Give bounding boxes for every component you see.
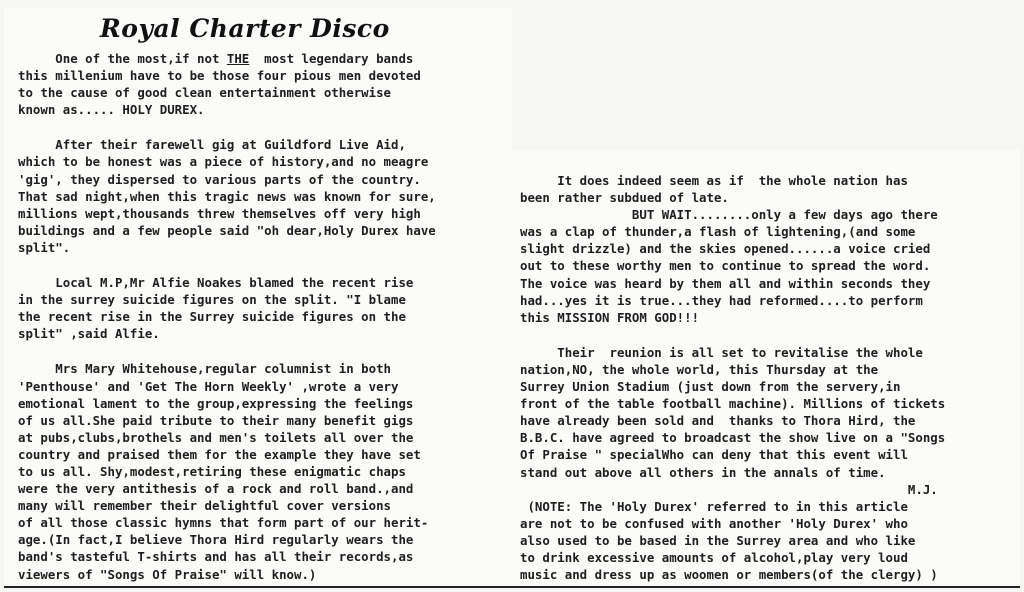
text-line: split". [18,239,71,255]
paragraph-whitehouse [18,360,512,582]
left-column [18,50,512,592]
paragraph-farewell [18,136,512,256]
text-line: country and praised them for the example they have set [18,446,421,462]
text-line: That sad night,when this tragic news was known for sure, [18,188,436,204]
text-line: in the surrey suicide figures on the split. "I blame [18,292,406,308]
text-line: The voice was heard by them all and within seconds they [520,275,931,291]
note-line: (NOTE: The 'Holy Durex' referred to in this article [520,498,908,514]
text-line: this millenium have to be those four pious men devoted [18,68,421,84]
text-line: Their reunion is all set to revitalise the whole [520,344,923,360]
paragraph-but-wait [520,172,1014,326]
text-line: out to these worthy men to continue to spread the word. [520,258,931,274]
text-line: the recent rise in the Surrey suicide figures on the [18,309,406,325]
text-line: viewers of "Songs Of Praise" will know.) [18,566,317,582]
text-line: front of the table football machine). Millions of tickets [520,396,946,412]
bottom-rule [4,586,1020,588]
text-line: Local M.P,Mr Alfie Noakes blamed the recent rise [18,275,414,291]
note-line: to drink excessive amounts of alcohol,play very loud [520,549,908,565]
text-line: to us all. Shy,modest,retiring these enigmatic chaps [18,463,406,479]
text-line: of us all.She paid tribute to their many benefit gigs [18,412,414,428]
text-line: known as..... HOLY DUREX. [18,102,205,118]
text-line: After their farewell gig at Guildford Live Aid, [18,137,406,153]
text-line: was a clap of thunder,a flash of lightening,(and some [520,224,916,240]
text-line: at pubs,clubs,brothels and men's toilets all over the [18,429,414,445]
text-line: Mrs Mary Whitehouse,regular columnist in both [18,361,391,377]
paragraph-mp-quote [18,274,512,342]
underlined-text: THE [226,51,250,66]
text-line: It does indeed seem as if the whole nation has [520,173,908,188]
text-line: BUT WAIT........only a few days ago there [520,207,938,223]
text-line: which to be honest was a piece of history,and no meagre [18,154,429,170]
right-column [520,172,1014,592]
text-line: had...yes it is true...they had reformed....to perform [520,292,923,308]
text-line: slight drizzle) and the skies opened......a voice cried [520,241,931,257]
note-line: are not to be confused with another 'Holy Durex' who [520,515,908,531]
paragraph-reunion [520,344,1014,583]
note-line: music and dress up as woomen or members(of the clergy) ) [520,567,938,583]
paragraph-intro [18,50,512,118]
text-line: One of the most,if not THE most legendary bands [18,51,414,66]
text-line: have already been sold and thanks to Thora Hird, the [520,413,916,429]
text-line: age.(In fact,I believe Thora Hird regularly wears the [18,532,414,548]
text-line: Surrey Union Stadium (just down from the servery,in [520,379,901,395]
text-line: of all those classic hymns that form part of our herit- [18,515,429,531]
text-line: this MISSION FROM GOD!!! [520,309,700,325]
text-line: 'Penthouse' and 'Get The Horn Weekly' ,wrote a very [18,378,399,394]
author-initials: M.J. [520,481,938,497]
text-line: Of Praise " specialWho can deny that this event will [520,447,908,463]
text-line: band's tasteful T-shirts and has all their records,as [18,549,414,565]
article-title: Royal Charter Disco [100,14,390,43]
text-line: many will remember their delightful cover versions [18,498,391,514]
text-line: emotional lament to the group,expressing the feelings [18,395,414,411]
text-line: were the very antithesis of a rock and roll band.,and [18,481,414,497]
text-line: to the cause of good clean entertainment otherwise [18,85,391,101]
text-line: 'gig', they dispersed to various parts of the country. [18,171,421,187]
text-line: buildings and a few people said "oh dear,Holy Durex have [18,222,436,238]
text-line: stand out above all others in the annals of time. [520,464,886,480]
text-line: millions wept,thousands threw themselves off very high [18,205,421,221]
text-line: been rather subdued of late. [520,190,729,206]
text-line: nation,NO, the whole world, this Thursday at the [520,361,879,377]
text-line: B.B.C. have agreed to broadcast the show live on a "Songs [520,430,946,446]
text-line: split" ,said Alfie. [18,326,160,342]
note-line: also used to be based in the Surrey area and who like [520,532,916,548]
